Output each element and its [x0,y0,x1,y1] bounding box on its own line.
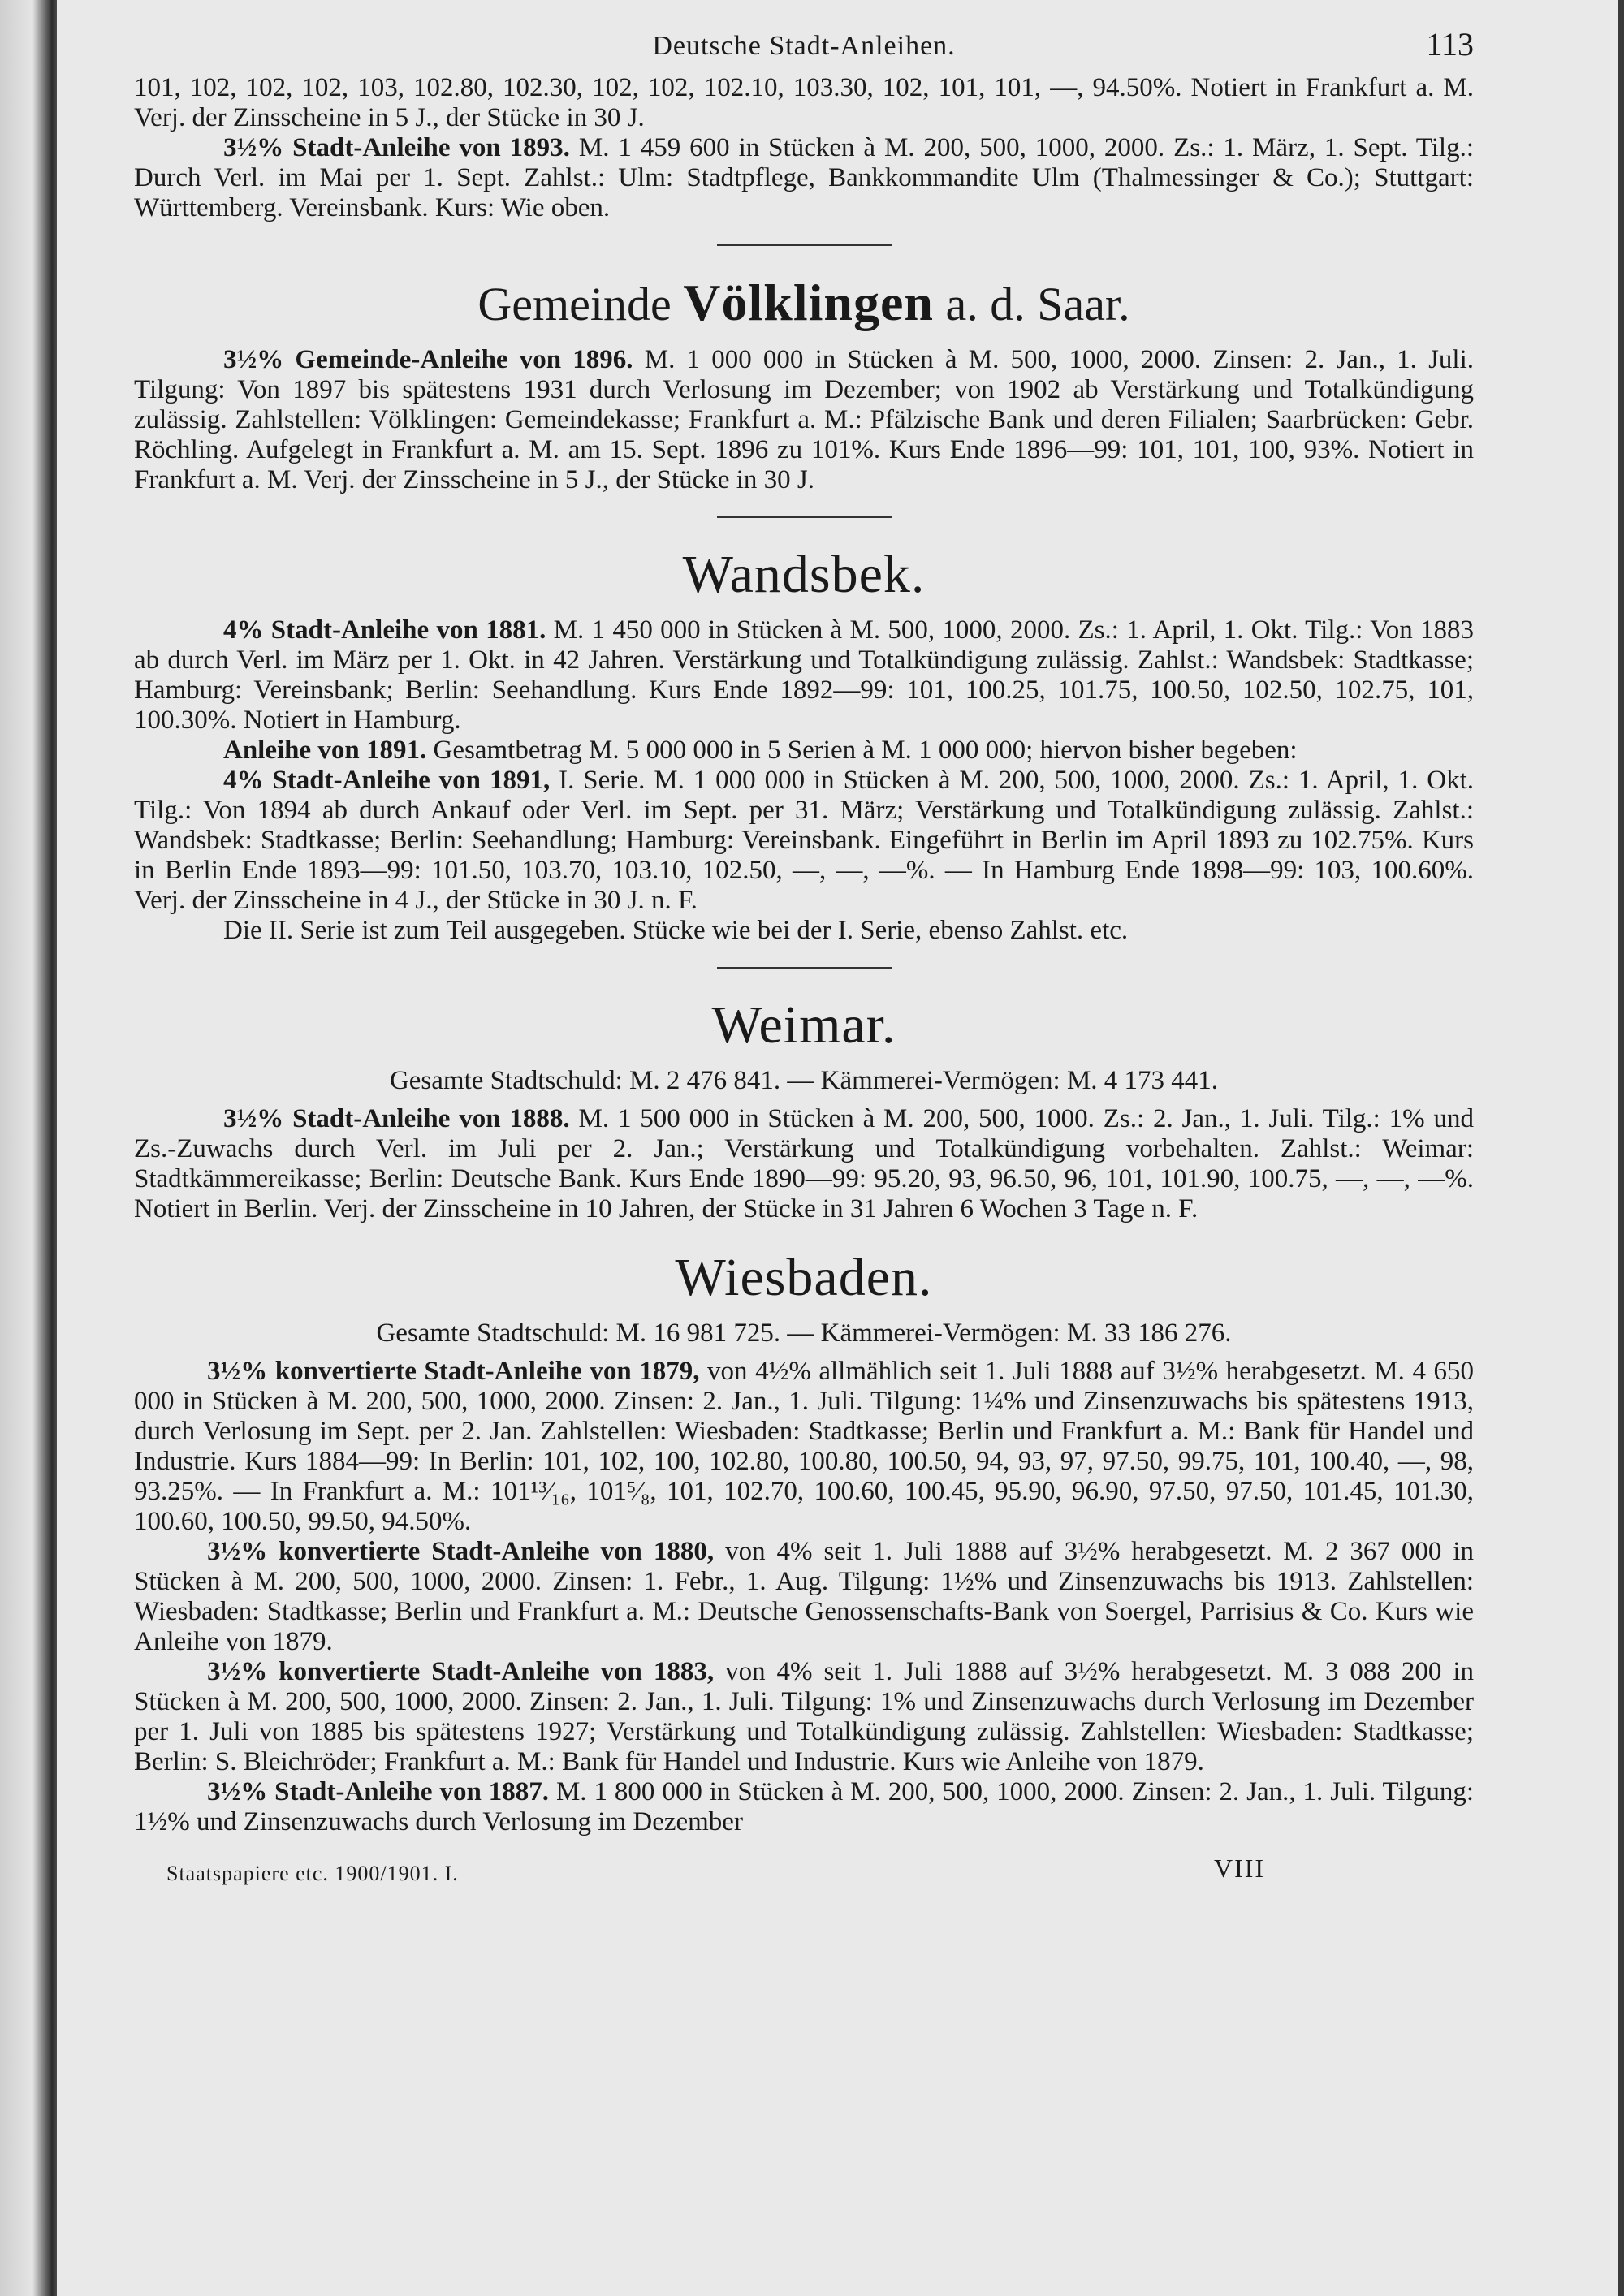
wiesbaden-loan-1879-text: von 4½% allmählich seit 1. Juli 1888 auf 3½% herabgesetzt. M. 4 650 000 in Stücken à M. 200, 500, 1000, 2000. Zinsen: 2. Jan., 1. Juli. Tilgung: 1¼% und Zinsenzuwachs bis spätestens 1913, durch Verlosung im Sept. per 2. Jan. Zahlstellen: Wiesbaden: Stadtkasse; Berlin und Frankfurt a. M.: Bank für Handel und Industrie. Kurs 1884—99: In Berlin: 101, 102, 100, 102.80, 100.80, 100.50, 94, 93, 97, 97.50, 99.75, 101, 100.40, —, 98, 93.25%. — In Frankfurt a. M.: 101¹³⁄₁₆, 101⁵⁄₈, 101, 102.70, 100.60, 100.45, 95.90, 96.90, 97.50, 97.50, 101.45, 101.30, 100.60, 100.50, 99.50, 94.50%. [134,1357,1474,1536]
book-spine-shadow [0,0,57,2296]
wandsbek-loan-1881-text: M. 1 450 000 in Stücken à M. 500, 1000, 2000. Zs.: 1. April, 1. Okt. Tilg.: Von 1883 ab durch Verl. im März per 1. Okt. in 42 Jahren. Verstärkung und Totalkündigung zulässig. Zahlst.: Wandsbek: Stadtkasse; Hamburg: Vereinsbank; Berlin: Seehandlung. Kurs Ende 1892—99: 101, 100.25, 101.75, 100.50, 102.50, 102.75, 101, 100.30%. Notiert in Hamburg. [134,615,1474,735]
wandsbek-loan-1891-text: Gesamtbetrag M. 5 000 000 in 5 Serien à M. 1 000 000; hiervon bisher begeben: [433,736,1298,765]
section-heading-wiesbaden: Wiesbaden. [675,1248,933,1307]
weimar-loan-1888 [134,1104,1474,1224]
wandsbek-serie-1-title: 4% Stadt-Anleihe von 1891, [223,766,551,795]
wandsbek-serie-2: Die II. Serie ist zum Teil ausgegeben. Stücke wie bei der I. Serie, ebenso Zahlst. etc. [223,916,1129,945]
wiesbaden-loan-1880-text: von 4% seit 1. Juli 1888 auf 3½% herabgesetzt. M. 2 367 000 in Stücken à M. 200, 500, 1000, 2000. Zinsen: 1. Febr., 1. Aug. Tilgung: 1½% und Zinsenzuwachs bis 1913. Zahlstellen: Wiesbaden: Stadtkasse; Berlin und Frankfurt a. M.: Deutsche Genossenschafts-Bank von Soergel, Parrisius & Co. Kurs wie Anleihe von 1879. [134,1537,1474,1656]
wiesbaden-loan-1883-title: 3½% konvertierte Stadt-Anleihe von 1883, [207,1657,715,1686]
voelklingen-loan-1896 [134,345,1474,495]
section-divider [717,967,892,969]
wandsbek-serie-1 [134,766,1474,916]
wiesbaden-loan-1880 [134,1537,1474,1657]
running-title: Deutsche Stadt-Anleihen. [652,31,956,61]
section-divider [717,244,892,246]
wandsbek-loan-1881 [134,615,1474,736]
page-number: 113 [1426,26,1474,63]
section-heading-wandsbek: Wandsbek. [682,545,926,604]
heading-voelklingen-name: Völklingen [683,274,934,331]
page-edge [1618,0,1624,2296]
page-column [134,24,1474,1886]
page-footer [134,1854,1474,1886]
wandsbek-loan-1881-title: 4% Stadt-Anleihe von 1881. [223,615,546,645]
wiesbaden-loan-1880-title: 3½% konvertierte Stadt-Anleihe von 1880, [207,1537,715,1566]
wandsbek-loan-1891-title: Anleihe von 1891. [223,736,427,765]
running-head [134,24,1474,73]
wiesbaden-loan-1879 [134,1357,1474,1537]
section-heading-voelklingen [134,274,1474,331]
wiesbaden-loan-1879-title: 3½% konvertierte Stadt-Anleihe von 1879, [207,1357,700,1386]
wandsbek-loan-1891 [134,736,1474,766]
ulm-loan-1893-text: M. 1 459 600 in Stücken à M. 200, 500, 1000, 2000. Zs.: 1. März, 1. Sept. Tilg.: Durch Verl. im Mai per 1. Sept. Zahlst.: Ulm: Stadtpflege, Bankkommandite Ulm (Thalmessinger & Co.); Stuttgart: Württemberg. Vereinsbank. Kurs: Wie oben. [134,133,1475,222]
voelklingen-loan-title: 3½% Gemeinde-Anleihe von 1896. [223,345,633,374]
ulm-kurs-continuation: 101, 102, 102, 102, 103, 102.80, 102.30, 102, 102, 102.10, 103.30, 102, 101, 101, —, 94.50%. Notiert in Frankfurt a. M. Verj. der Zinsscheine in 5 J., der Stücke in 30 J. [134,73,1474,132]
weimar-summary: Gesamte Stadtschuld: M. 2 476 841. — Kämmerei-Vermögen: M. 4 173 441. [389,1066,1219,1095]
footer-sheet-mark: VIII [1214,1854,1266,1883]
wiesbaden-loan-1883 [134,1657,1474,1777]
wiesbaden-loan-1887 [134,1777,1474,1837]
weimar-loan-text: M. 1 500 000 in Stücken à M. 200, 500, 1000. Zs.: 2. Jan., 1. Juli. Tilg.: 1% und Zs.-Zuwachs durch Verl. im Juli per 2. Jan.; Verstärkung und Totalkündigung vorbehalten. Zahlst.: Weimar: Stadtkämmereikasse; Berlin: Deutsche Bank. Kurs Ende 1890—99: 95.20, 93, 96.50, 96, 101, 101.90, 100.75, —, —, —%. Notiert in Berlin. Verj. der Zinsscheine in 10 Jahren, der Stücke in 31 Jahren 6 Wochen 3 Tage n. F. [134,1104,1474,1224]
wiesbaden-summary: Gesamte Stadtschuld: M. 16 981 725. — Kämmerei-Vermögen: M. 33 186 276. [376,1318,1232,1348]
voelklingen-loan-text: M. 1 000 000 in Stücken à M. 500, 1000, 2000. Zinsen: 2. Jan., 1. Juli. Tilgung: Von 1897 bis spätestens 1931 durch Verlosung im Dezember; von 1902 ab Verstärkung und Totalkündigung zulässig. Zahlstellen: Völklingen: Gemeindekasse; Frankfurt a. M.: Pfälzische Bank und deren Filialen; Saarbrücken: Gebr. Röchling. Aufgelegt in Frankfurt a. M. am 15. Sept. 1896 zu 101%. Kurs Ende 1896—99: 101, 101, 100, 93%. Notiert in Frankfurt a. M. Verj. der Zinsscheine in 5 J., der Stücke in 30 J. [134,345,1475,494]
wiesbaden-loan-1887-text: M. 1 800 000 in Stücken à M. 200, 500, 1000, 2000. Zinsen: 2. Jan., 1. Juli. Tilgung: 1½% und Zinsenzuwachs durch Verlosung im Dezember [134,1777,1475,1836]
heading-voelklingen-pre: Gemeinde [477,278,672,330]
wiesbaden-loan-1887-title: 3½% Stadt-Anleihe von 1887. [207,1777,550,1806]
footer-signature: Staatspapiere etc. 1900/1901. I. [166,1862,459,1885]
wiesbaden-loan-1883-text: von 4% seit 1. Juli 1888 auf 3½% herabgesetzt. M. 3 088 200 in Stücken à M. 200, 500, 1000, 2000. Zinsen: 2. Jan., 1. Juli. Tilgung: 1% und Zinsenzuwachs durch Verlosung im Dezember per 1. Juli von 1885 bis spätestens 1927; Verstärkung und Totalkündigung zulässig. Zahlstellen: Wiesbaden: Stadtkasse; Berlin: S. Bleichröder; Frankfurt a. M.: Bank für Handel und Industrie. Kurs wie Anleihe von 1879. [134,1657,1474,1776]
section-heading-weimar: Weimar. [711,995,896,1055]
wandsbek-serie-1-text: I. Serie. M. 1 000 000 in Stücken à M. 200, 500, 1000, 2000. Zs.: 1. April, 1. Okt. Tilg.: Von 1894 ab durch Ankauf oder Verl. im Sept. per 31. März; Verstärkung und Totalkündigung zulässig. Zahlst.: Wandsbek: Stadtkasse; Berlin: Seehandlung; Hamburg: Vereinsbank. Eingeführt in Berlin im April 1893 zu 102.75%. Kurs in Berlin Ende 1893—99: 101.50, 103.70, 103.10, 102.50, —, —, —%. — In Hamburg Ende 1898—99: 103, 100.60%. Verj. der Zinsscheine in 4 J., der Stücke in 30 J. n. F. [134,766,1474,915]
heading-voelklingen-post: a. d. Saar. [945,278,1130,330]
section-divider [717,516,892,518]
weimar-loan-title: 3½% Stadt-Anleihe von 1888. [223,1104,570,1133]
ulm-loan-1893 [134,133,1474,223]
ulm-loan-1893-title: 3½% Stadt-Anleihe von 1893. [223,133,570,162]
